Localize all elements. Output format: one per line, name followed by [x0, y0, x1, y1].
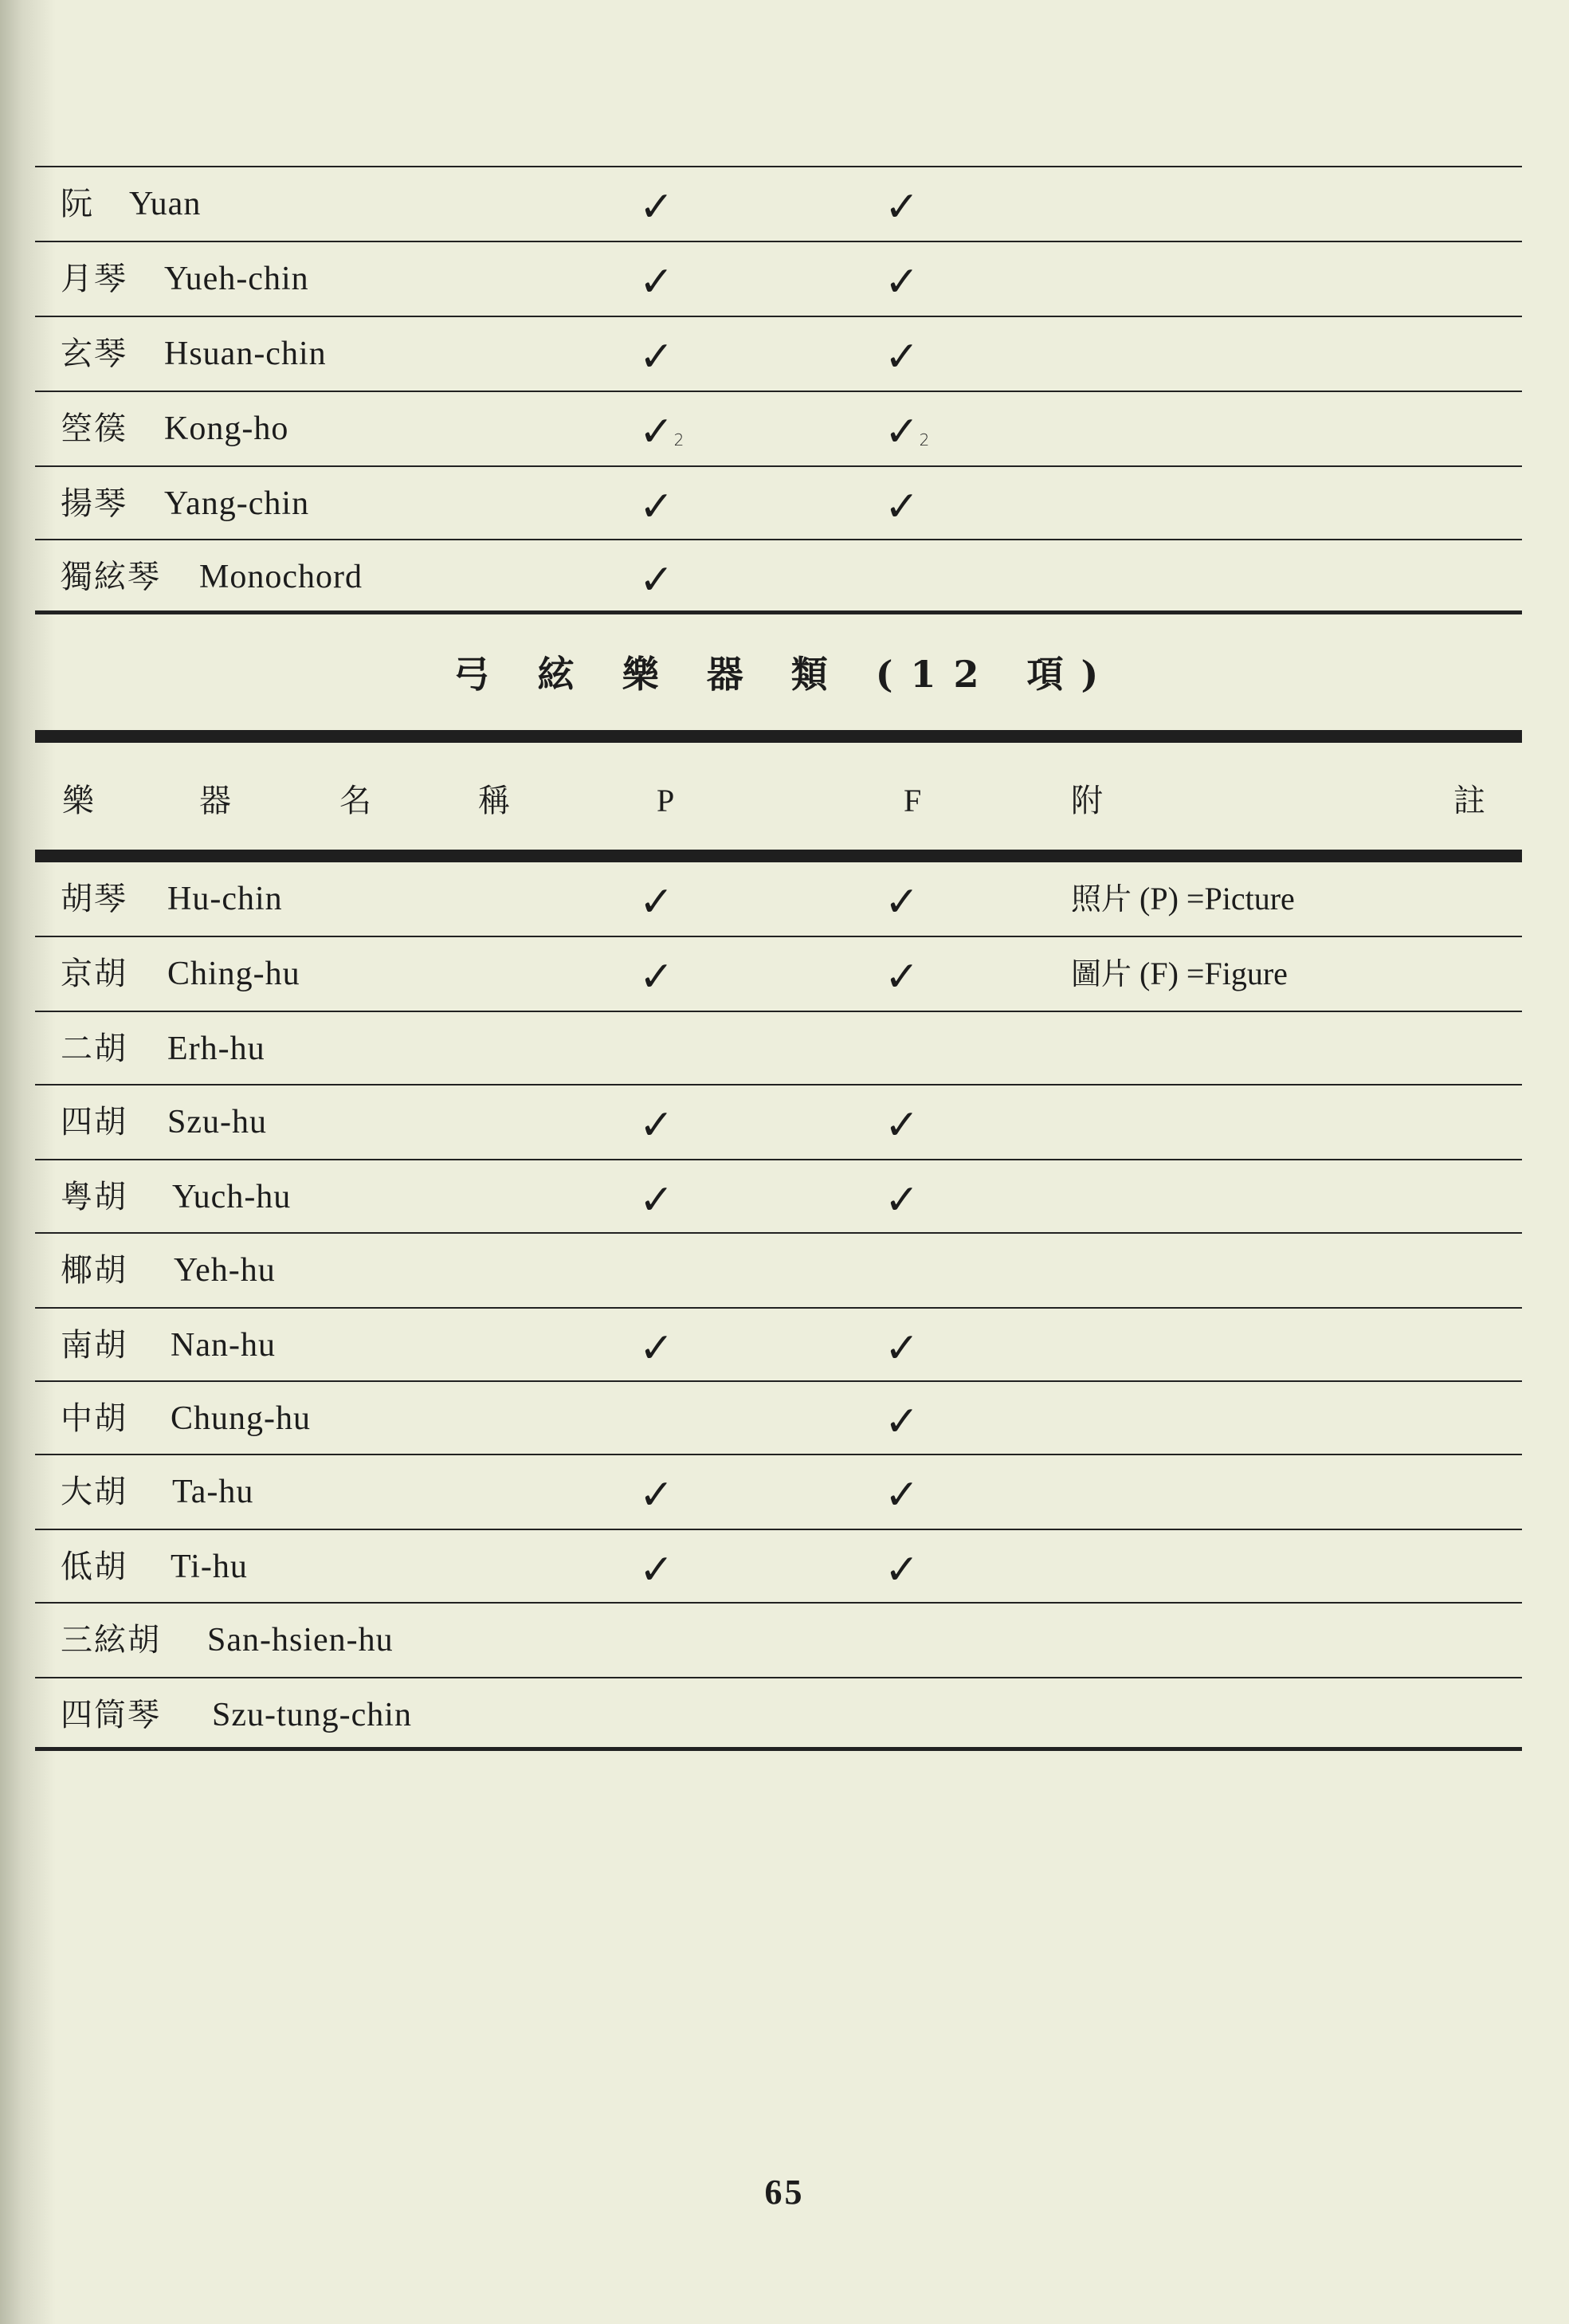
instrument-name-en: San-hsien-hu	[207, 1622, 394, 1659]
table-row	[48, 167, 1514, 241]
instrument-name-en: Kong-ho	[164, 410, 289, 447]
figure-check: ✓	[885, 1101, 920, 1149]
table-row	[48, 317, 1514, 391]
picture-check: ✓	[639, 1176, 674, 1224]
figure-check: ✓	[885, 1176, 920, 1224]
picture-check: ✓	[639, 556, 674, 604]
picture-check: ✓	[639, 1101, 674, 1149]
instrument-name-zh: 獨絃琴	[61, 559, 161, 595]
instrument-name-en: Yuan	[129, 186, 202, 222]
figure-check: ✓	[885, 953, 920, 1001]
instrument-name-zh: 大胡	[61, 1474, 127, 1510]
table-row	[48, 392, 1514, 465]
figure-check: ✓	[885, 1471, 920, 1519]
section-title: 弓 絃 樂 器 類 (12 項)	[453, 653, 1116, 696]
instrument-name-zh: 京胡	[61, 956, 127, 992]
table-row	[48, 1012, 1514, 1085]
figure-check: ✓	[885, 1546, 920, 1594]
instrument-name-zh: 低胡	[61, 1549, 127, 1585]
table-row	[48, 1234, 1514, 1307]
table1-bottom-rule	[35, 610, 1522, 614]
instrument-name-en: Yueh-chin	[164, 261, 309, 297]
instrument-name-zh: 箜篌	[61, 410, 127, 447]
figure-check: ✓	[885, 878, 920, 926]
instrument-name-en: Szu-tung-chin	[212, 1697, 412, 1733]
figure-check: ✓	[885, 333, 920, 381]
instrument-name-zh: 三絃胡	[61, 1622, 161, 1659]
note	[1071, 937, 1288, 1011]
note-zh: 圖片	[1071, 956, 1132, 991]
instrument-name-en: Yang-chin	[164, 485, 310, 522]
note	[1071, 862, 1295, 936]
note-zh: 照片	[1071, 881, 1132, 917]
header-note-left: 附	[1071, 783, 1103, 819]
header-note-right: 註	[1453, 783, 1485, 819]
figure-check: ✓	[885, 258, 920, 306]
instrument-name-zh: 玄琴	[61, 336, 127, 372]
header-bottom-band	[35, 850, 1522, 862]
instrument-name-en: Hu-chin	[167, 881, 283, 917]
instrument-name-en: Erh-hu	[167, 1030, 265, 1067]
picture-check: ✓	[639, 333, 674, 381]
picture-check: ✓	[639, 1325, 674, 1372]
table-row	[48, 540, 1514, 614]
instrument-name-zh: 揚琴	[61, 485, 127, 522]
note-en: (F) =Figure	[1139, 956, 1288, 991]
table-row	[48, 1382, 1514, 1455]
picture-check: ✓	[639, 258, 674, 306]
header-f: F	[904, 783, 922, 819]
figure-check: ✓	[885, 483, 920, 531]
figure-check: ✓2	[885, 408, 930, 456]
instrument-name-en: Yeh-hu	[174, 1252, 276, 1289]
instrument-name-zh: 四筒琴	[61, 1697, 161, 1733]
table2-bottom-rule	[35, 1747, 1522, 1751]
page-number: 65	[764, 2173, 805, 2212]
note-en: (P) =Picture	[1139, 881, 1295, 917]
instrument-name-zh: 四胡	[61, 1104, 127, 1140]
instrument-name-zh: 阮	[61, 186, 94, 222]
header-name-char: 器	[199, 783, 231, 819]
picture-check: ✓	[639, 483, 674, 531]
header-name-char: 樂	[62, 783, 94, 819]
picture-check: ✓	[639, 953, 674, 1001]
picture-check: ✓	[639, 1471, 674, 1519]
table-row	[48, 1085, 1514, 1159]
instrument-name-en: Yuch-hu	[172, 1179, 292, 1215]
picture-check: ✓2	[639, 408, 684, 456]
header-name-char: 稱	[478, 783, 510, 819]
table-row	[48, 1455, 1514, 1529]
figure-check: ✓	[885, 1325, 920, 1372]
instrument-name-zh: 二胡	[61, 1030, 127, 1067]
instrument-name-zh: 月琴	[61, 261, 127, 297]
table-row	[48, 242, 1514, 316]
instrument-name-en: Ching-hu	[167, 956, 300, 992]
table-row	[48, 1530, 1514, 1604]
instrument-name-en: Szu-hu	[167, 1104, 267, 1140]
instrument-name-zh: 中胡	[61, 1400, 127, 1437]
table-row	[48, 467, 1514, 540]
instrument-name-en: Chung-hu	[171, 1400, 311, 1437]
instrument-name-en: Hsuan-chin	[164, 336, 327, 372]
header-top-band	[35, 730, 1522, 743]
instrument-name-en: Monochord	[199, 559, 363, 595]
table-row	[48, 937, 1514, 1011]
picture-check: ✓	[639, 183, 674, 231]
instrument-name-zh: 南胡	[61, 1327, 127, 1364]
header-p: P	[657, 783, 675, 819]
figure-check: ✓	[885, 1398, 920, 1446]
instrument-name-en: Ta-hu	[172, 1474, 254, 1510]
instrument-name-en: Nan-hu	[171, 1327, 276, 1364]
table-row	[48, 1160, 1514, 1234]
table-row	[48, 862, 1514, 936]
header-name-char: 名	[339, 783, 371, 819]
instrument-name-en: Ti-hu	[171, 1549, 248, 1585]
table-row	[48, 1309, 1514, 1382]
table-row	[48, 1678, 1514, 1752]
instrument-name-zh: 胡琴	[61, 881, 127, 917]
figure-check: ✓	[885, 183, 920, 231]
instrument-name-zh: 椰胡	[61, 1252, 127, 1289]
table-header	[48, 765, 1514, 837]
instrument-name-zh: 粤胡	[61, 1179, 127, 1215]
picture-check: ✓	[639, 1546, 674, 1594]
picture-check: ✓	[639, 878, 674, 926]
table-row	[48, 1604, 1514, 1677]
